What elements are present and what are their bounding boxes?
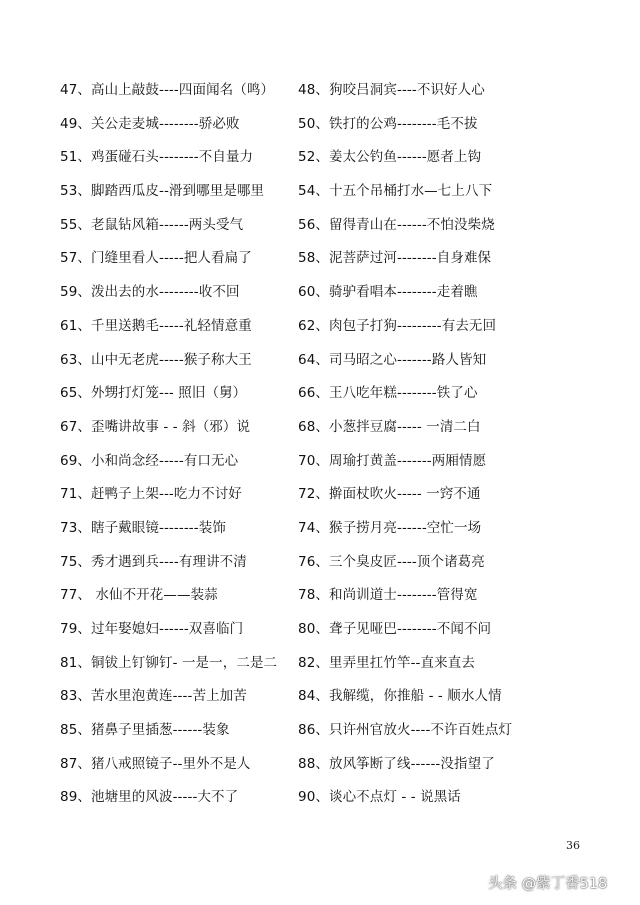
page-number: 36: [566, 839, 580, 852]
entry-right: 60、骑驴看唱本--------走着瞧: [298, 284, 478, 301]
entry-right: 56、留得青山在------不怕没柴烧: [298, 216, 495, 233]
entry-row: [0, 246, 640, 280]
entry-left: 47、高山上敲鼓----四面闻名（鸣）: [60, 82, 275, 98]
entry-right: 50、铁打的公鸡--------毛不拔: [298, 115, 478, 132]
entry-left: 57、门缝里看人-----把人看扁了: [60, 250, 252, 267]
entry-row: [0, 415, 640, 449]
entry-row: [0, 314, 640, 348]
entry-left: 63、山中无老虎-----猴子称大王: [60, 351, 252, 368]
entry-right: 78、和尚训道士--------管得宽: [298, 587, 478, 604]
entry-row: [0, 785, 640, 819]
entry-left: 51、鸡蛋碰石头--------不自量力: [60, 149, 254, 166]
entry-right: 66、王八吃年糕--------铁了心: [298, 385, 478, 402]
entry-list: [0, 78, 640, 819]
entry-left: 85、猪鼻子里插葱------装象: [60, 722, 230, 739]
entry-row: [0, 280, 640, 314]
entry-row: [0, 348, 640, 382]
entry-row: [0, 381, 640, 415]
entry-row: [0, 516, 640, 550]
entry-left: 83、苦水里泡黄连----苦上加苦: [60, 688, 247, 705]
entry-right: 70、周瑜打黄盖-------两厢情愿: [298, 452, 487, 469]
entry-left: 53、脚踏西瓜皮--滑到哪里是哪里: [60, 183, 265, 200]
entry-right: 80、聋子见哑巴--------不闻不问: [298, 621, 492, 637]
entry-left: 79、过年娶媳妇------双喜临门: [60, 621, 244, 637]
entry-row: [0, 651, 640, 685]
entry-right: 68、小葱拌豆腐----- 一清二白: [298, 418, 481, 435]
entry-left: 89、池塘里的风波-----大不了: [60, 789, 239, 806]
entry-row: [0, 449, 640, 483]
entry-row: [0, 112, 640, 146]
entry-right: 72、擀面杖吹火----- 一窍不通: [298, 486, 481, 503]
entry-right: 48、狗咬吕洞宾----不识好人心: [298, 82, 485, 98]
entry-left: 61、千里送鹅毛-----礼轻情意重: [60, 317, 252, 334]
entry-left: 65、外甥打灯笼--- 照旧（舅）: [60, 385, 247, 402]
entry-row: [0, 550, 640, 584]
entry-left: 59、泼出去的水--------收不回: [60, 284, 240, 301]
entry-right: 90、谈心不点灯 - - 说黑话: [298, 789, 461, 806]
entry-left: 67、歪嘴讲故事 - - 斜（邪）说: [60, 418, 251, 435]
entry-right: 76、三个臭皮匠----顶个诸葛亮: [298, 553, 485, 570]
entry-right: 62、肉包子打狗---------有去无回: [298, 317, 497, 334]
entry-left: 69、小和尚念经-----有口无心: [60, 452, 239, 469]
entry-right: 84、我解缆，你推船 - - 顺水人情: [298, 688, 502, 705]
entry-left: 77、 水仙不开花——装蒜: [60, 587, 218, 604]
entry-left: 73、瞎子戴眼镜--------装饰: [60, 519, 226, 536]
entry-row: [0, 482, 640, 516]
entry-right: 82、里弄里扛竹竿--直来直去: [298, 654, 475, 671]
entry-left: 71、赶鸭子上架---吃力不讨好: [60, 486, 242, 503]
entry-row: [0, 617, 640, 651]
entry-row: [0, 179, 640, 213]
watermark-text: 头条 @紫丁香518: [488, 876, 608, 892]
entry-right: 88、放风筝断了线------没指望了: [298, 755, 495, 772]
entry-row: [0, 583, 640, 617]
entry-left: 55、老鼠钻风箱------两头受气: [60, 216, 244, 233]
entry-right: 54、十五个吊桶打水—七上八下: [298, 183, 493, 200]
entry-right: 86、只许州官放火----不许百姓点灯: [298, 722, 513, 739]
entry-right: 52、姜太公钓鱼------愿者上钩: [298, 149, 482, 166]
entry-right: 58、泥菩萨过河--------自身难保: [298, 250, 492, 267]
entry-row: [0, 718, 640, 752]
entry-right: 64、司马昭之心-------路人皆知: [298, 351, 487, 368]
entry-left: 49、关公走麦城--------骄必败: [60, 115, 240, 132]
entry-row: [0, 78, 640, 112]
entry-right: 74、猴子捞月亮------空忙一场: [298, 519, 482, 536]
entry-row: [0, 213, 640, 247]
entry-left: 75、秀才遇到兵----有理讲不清: [60, 553, 247, 570]
entry-left: 87、猪八戒照镜子--里外不是人: [60, 755, 251, 772]
entry-row: [0, 145, 640, 179]
entry-row: [0, 684, 640, 718]
entry-row: [0, 752, 640, 786]
entry-left: 81、铜钹上钉铆钉- 一是一，二是二: [60, 654, 278, 671]
